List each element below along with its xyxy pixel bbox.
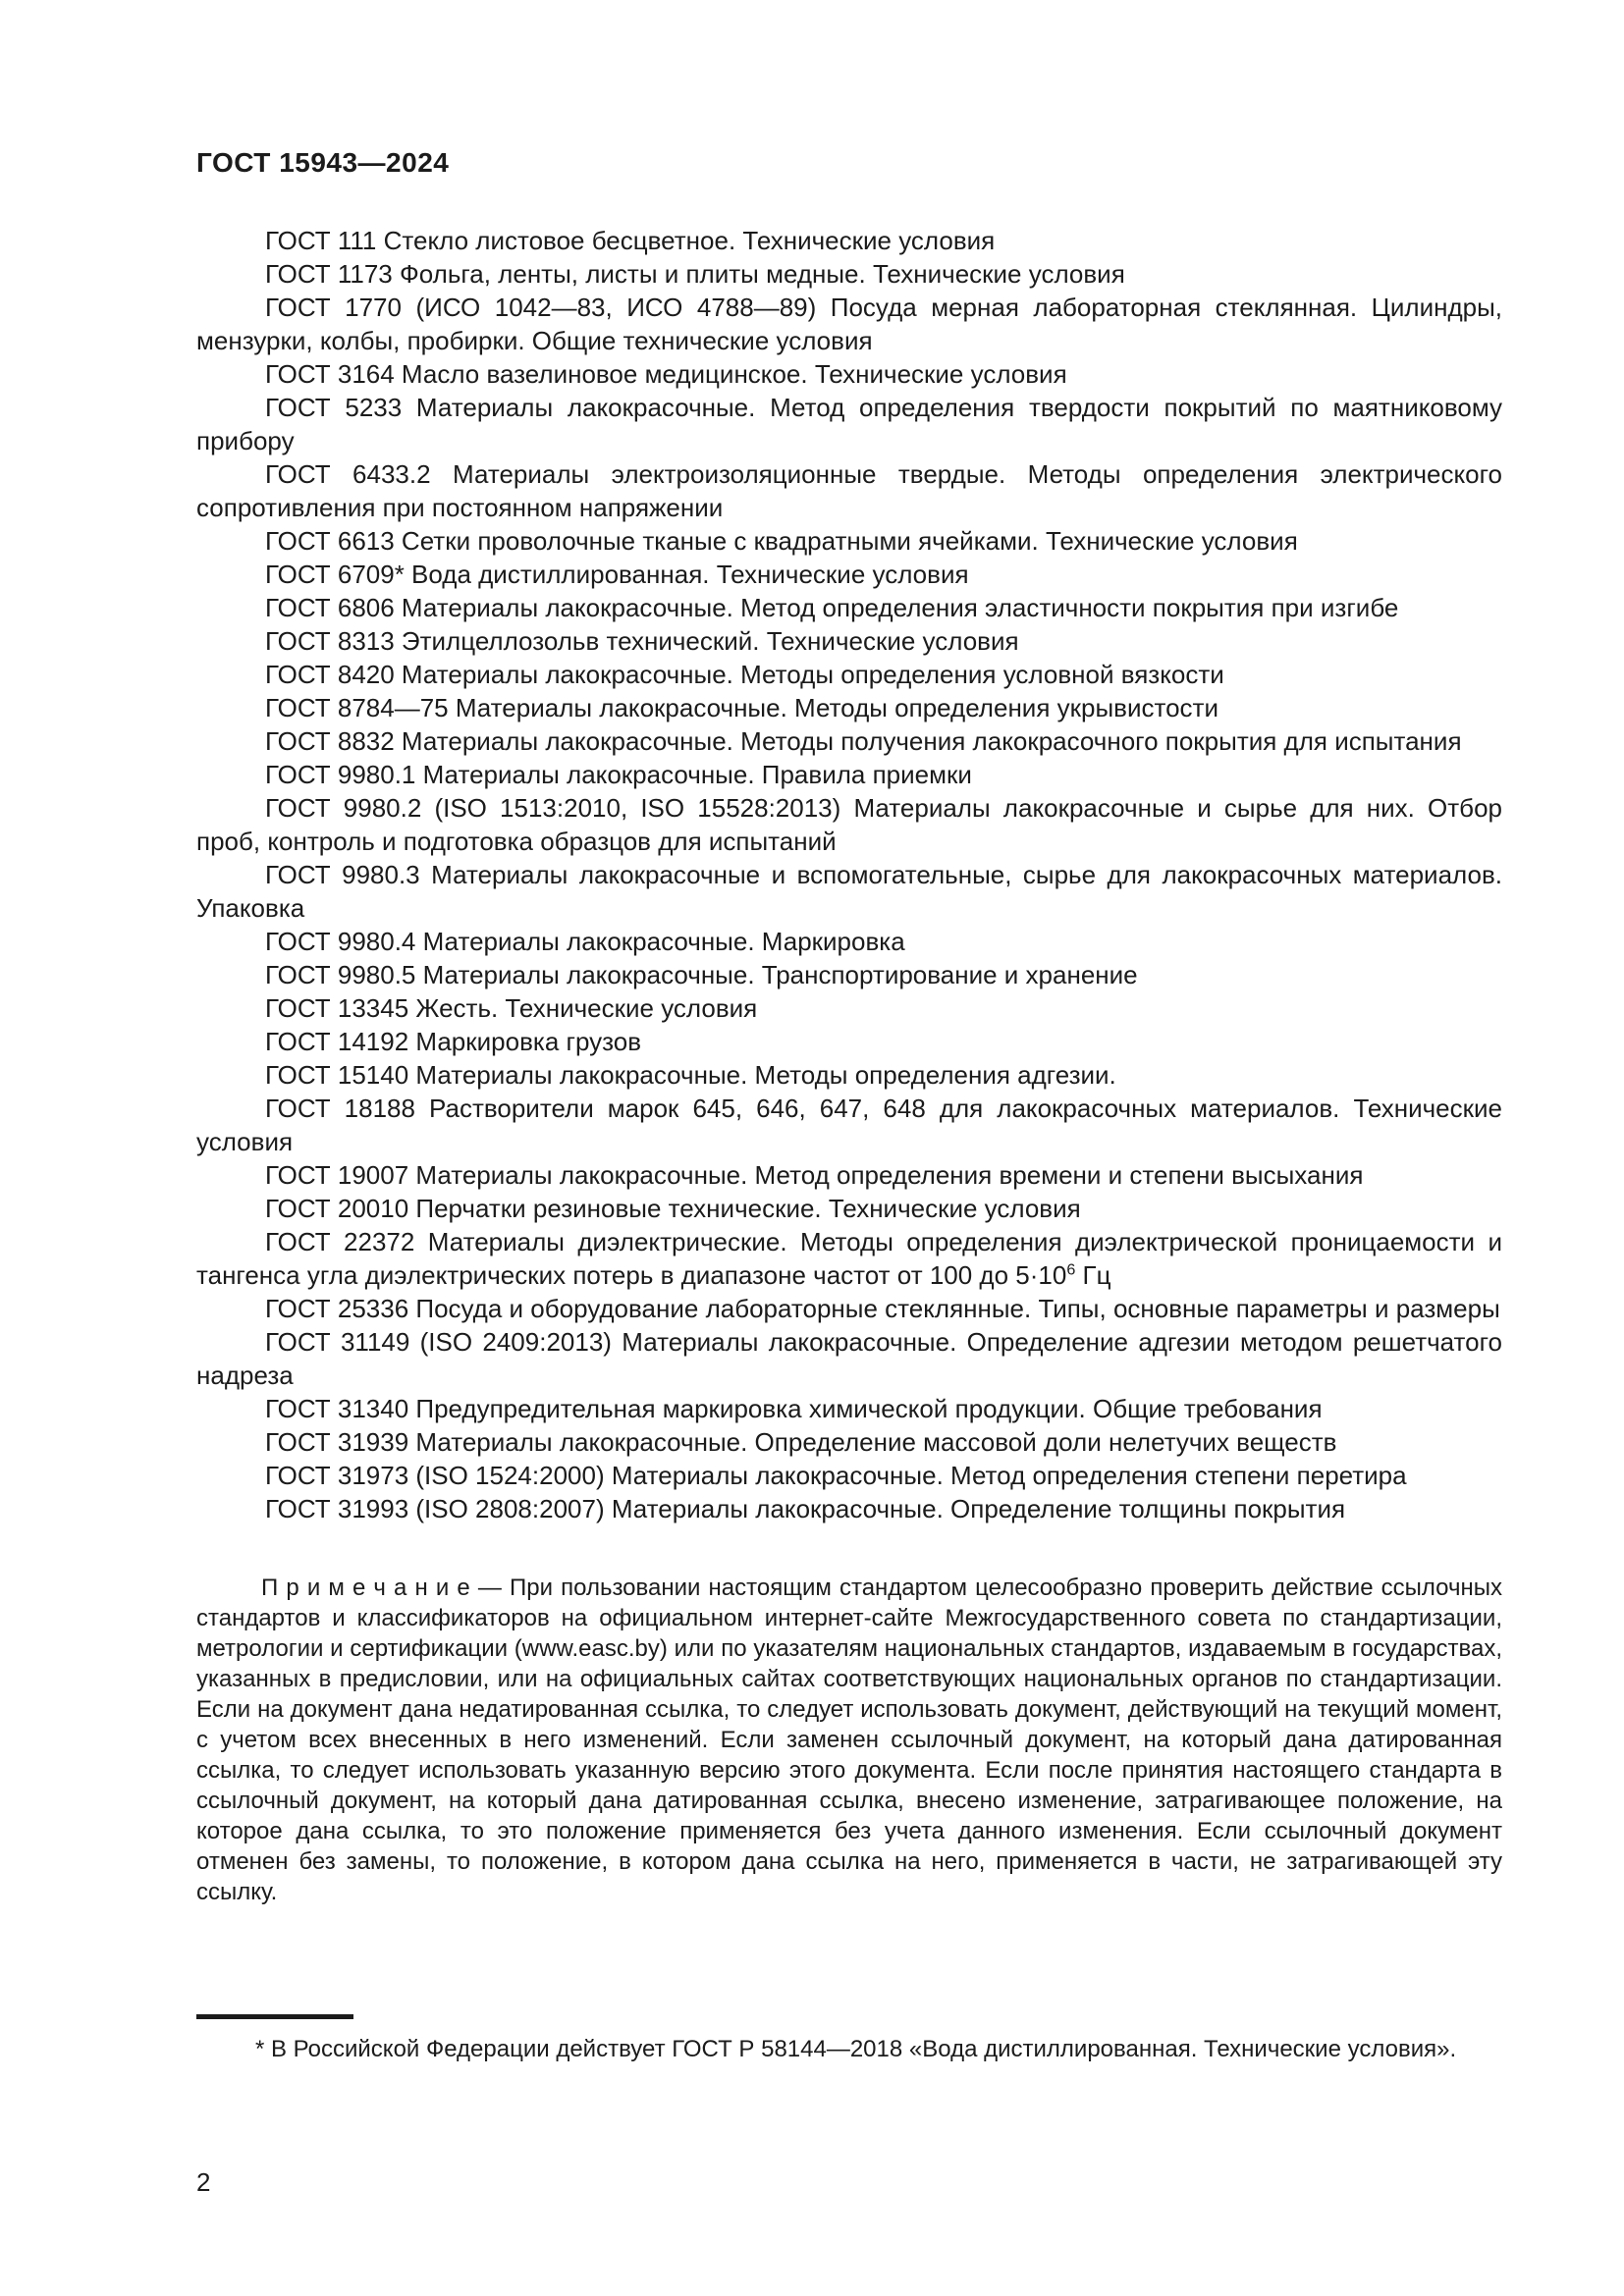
reference-item: ГОСТ 111 Стекло листовое бесцветное. Технические условия	[265, 226, 996, 255]
reference-item: ГОСТ 5233 Материалы лакокрасочные. Метод определения твердости покрытий по маятниковому прибору	[196, 393, 1502, 455]
note-paragraph	[196, 1573, 1502, 1907]
reference-item: ГОСТ 9980.1 Материалы лакокрасочные. Правила приемки	[265, 760, 972, 789]
reference-item: ГОСТ 14192 Маркировка грузов	[265, 1027, 642, 1056]
reference-item: ГОСТ 31973 (ISO 1524:2000) Материалы лакокрасочные. Метод определения степени перетира	[265, 1461, 1407, 1490]
reference-item: ГОСТ 8784—75 Материалы лакокрасочные. Методы определения укрывистости	[265, 693, 1218, 722]
reference-item: ГОСТ 6433.2 Материалы электроизоляционные твердые. Методы определения электрического сопротивления при постоянном напряжении	[196, 459, 1502, 522]
footnote-area	[196, 2014, 1502, 2064]
reference-item: ГОСТ 31939 Материалы лакокрасочные. Определение массовой доли нелетучих веществ	[265, 1427, 1337, 1457]
reference-text: ГОСТ 22372 Материалы диэлектрические. Методы определения диэлектрической проницаемости и тангенса угла диэлектрических потерь в диапазоне частот от 100 до 5·10	[196, 1227, 1502, 1290]
reference-item: ГОСТ 25336 Посуда и оборудование лабораторные стеклянные. Типы, основные параметры и размеры	[265, 1294, 1500, 1323]
reference-item: ГОСТ 6613 Сетки проволочные тканые с квадратными ячейками. Технические условия	[265, 526, 1298, 556]
reference-item: ГОСТ 20010 Перчатки резиновые технические. Технические условия	[265, 1194, 1081, 1223]
reference-item: ГОСТ 8313 Этилцеллозольв технический. Технические условия	[265, 626, 1019, 656]
note-label: П р и м е ч а н и е	[261, 1575, 470, 1601]
reference-item: ГОСТ 31149 (ISO 2409:2013) Материалы лакокрасочные. Определение адгезии методом решетчатого надреза	[196, 1327, 1502, 1390]
reference-item: ГОСТ 1770 (ИСО 1042—83, ИСО 4788—89) Посуда мерная лабораторная стеклянная. Цилиндры, мензурки, колбы, пробирки. Общие технические условия	[196, 293, 1502, 355]
reference-item: ГОСТ 9980.4 Материалы лакокрасочные. Маркировка	[265, 927, 905, 956]
reference-item: ГОСТ 15140 Материалы лакокрасочные. Методы определения адгезии.	[265, 1060, 1116, 1090]
reference-item: ГОСТ 18188 Растворители марок 645, 646, 647, 648 для лакокрасочных материалов. Технические условия	[196, 1094, 1502, 1156]
reference-item: ГОСТ 8420 Материалы лакокрасочные. Методы определения условной вязкости	[265, 660, 1224, 689]
reference-item: ГОСТ 9980.3 Материалы лакокрасочные и вспомогательные, сырье для лакокрасочных материалов. Упаковка	[196, 860, 1502, 923]
references-list	[196, 224, 1502, 1525]
reference-item: ГОСТ 9980.5 Материалы лакокрасочные. Транспортирование и хранение	[265, 960, 1138, 989]
reference-item: ГОСТ 6709* Вода дистиллированная. Технические условия	[265, 560, 969, 589]
reference-item: ГОСТ 3164 Масло вазелиновое медицинское. Технические условия	[265, 359, 1067, 389]
page-number: 2	[196, 2167, 211, 2197]
footnote-divider	[196, 2014, 353, 2019]
reference-item: ГОСТ 13345 Жесть. Технические условия	[265, 993, 758, 1023]
reference-item: ГОСТ 6806 Материалы лакокрасочные. Метод определения эластичности покрытия при изгибе	[265, 593, 1399, 622]
reference-item: ГОСТ 1173 Фольга, ленты, листы и плиты медные. Технические условия	[265, 259, 1125, 289]
reference-item: ГОСТ 19007 Материалы лакокрасочные. Метод определения времени и степени высыхания	[265, 1160, 1364, 1190]
reference-item: ГОСТ 31340 Предупредительная маркировка химической продукции. Общие требования	[265, 1394, 1323, 1423]
note-body: — При пользовании настоящим стандартом целесообразно проверить действие ссылочных стандартов и классификаторов на официальном интернет-сайте Межгосударственного совета по стандартизации, метрологии и сертификации (www.easc.by) или по указателям национальных стандартов, издаваемым в государствах, указанных в предисловии, или на официальных сайтах соответствующих национальных органов по стандартизации. Если на документ дана недатированная ссылка, то следует использовать документ, действующий на текущий момент, с учетом всех внесенных в него изменений. Если заменен ссылочный документ, на который дана датированная ссылка, то следует использовать указанную версию этого документа. Если после принятия настоящего стандарта в ссылочный документ, на который дана датированная ссылка, внесено изменение, затрагивающее положение, на которое дана ссылка, то это положение применяется без учета данного изменения. Если ссылочный документ отменен без замены, то положение, в котором дана ссылка на него, применяется в части, не затрагивающей эту ссылку.	[196, 1575, 1503, 1905]
superscript-text: 6	[1066, 1260, 1076, 1279]
document-code: ГОСТ 15943—2024	[196, 147, 450, 178]
footnote-text: * В Российской Федерации действует ГОСТ Р 58144—2018 «Вода дистиллированная. Технические условия».	[255, 2036, 1457, 2062]
reference-item	[196, 1225, 1502, 1292]
reference-item: ГОСТ 8832 Материалы лакокрасочные. Методы получения лакокрасочного покрытия для испытания	[265, 726, 1462, 756]
reference-text: Гц	[1075, 1260, 1111, 1290]
reference-item: ГОСТ 9980.2 (ISO 1513:2010, ISO 15528:2013) Материалы лакокрасочные и сырье для них. Отбор проб, контроль и подготовка образцов для испытаний	[196, 793, 1502, 856]
reference-item: ГОСТ 31993 (ISO 2808:2007) Материалы лакокрасочные. Определение толщины покрытия	[265, 1494, 1346, 1523]
